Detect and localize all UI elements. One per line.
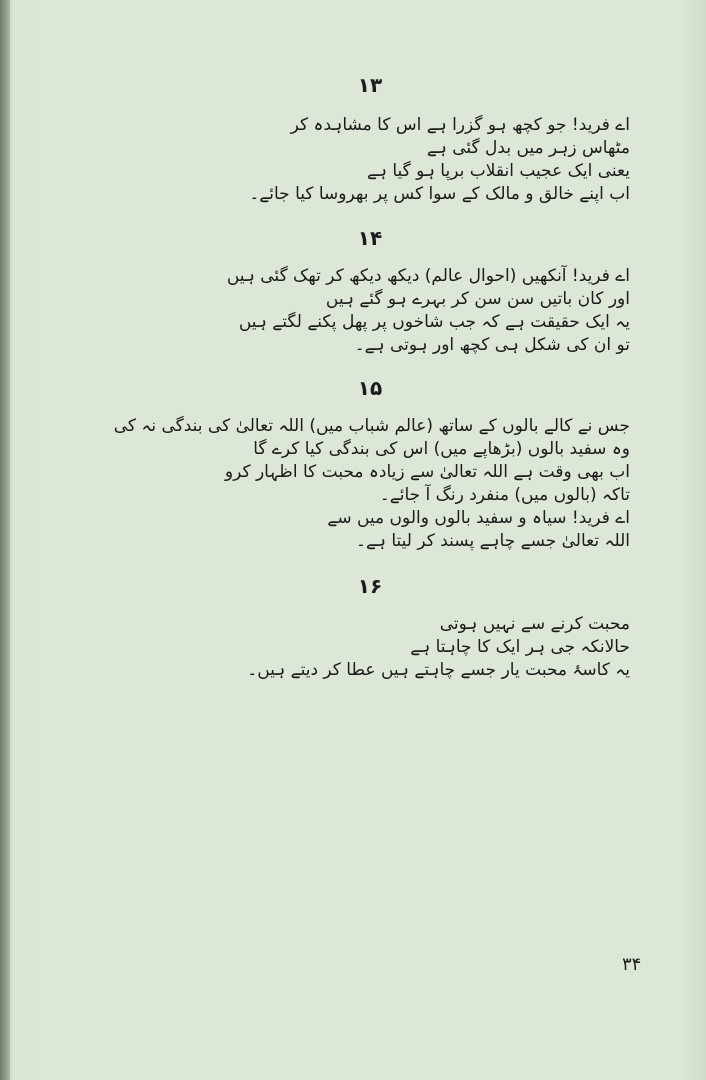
verse-line: اللہ تعالیٰ جسے چاہے پسند کر لیتا ہے۔ [356, 531, 630, 551]
verse-line: مٹھاس زہر میں بدل گئی ہے [426, 138, 630, 158]
verse-line: وہ سفید بالوں (بڑھاپے میں) اس کی بندگی کیا کرے گا [253, 439, 630, 459]
verse-line: تاکہ (بالوں میں) منفرد رنگ آ جائے۔ [379, 485, 630, 505]
verse-line: تو ان کی شکل ہی کچھ اور ہوتی ہے۔ [354, 335, 630, 355]
verse-line: اے فرید! سیاہ و سفید بالوں والوں میں سے [327, 508, 630, 528]
verse-line: محبت کرنے سے نہیں ہوتی [439, 614, 630, 634]
section-number: ۱۵ [357, 376, 383, 400]
verse-line: حالانکہ جی ہر ایک کا چاہتا ہے [410, 637, 630, 657]
page-binding-edge [0, 0, 10, 1080]
section-14 [110, 223, 630, 357]
verse-line: اب بھی وقت ہے اللہ تعالیٰ سے زیادہ محبت کا اظہار کرو [224, 462, 630, 482]
section-15 [110, 373, 630, 553]
verse-line: یعنی ایک عجیب انقلاب برپا ہو گیا ہے [367, 161, 630, 181]
poem-content [110, 70, 630, 682]
verse-line: یہ ایک حقیقت ہے کہ جب شاخوں پر پھل پکنے لگتے ہیں [238, 312, 630, 332]
section-16 [110, 571, 630, 682]
verse-line: اور کان باتیں سن سن کر بہرے ہو گئے ہیں [325, 289, 630, 309]
verse-line: جس نے کالے بالوں کے ساتھ (عالم شباب میں) اللہ تعالیٰ کی بندگی نہ کی [113, 416, 630, 436]
verse-line: اے فرید! جو کچھ ہو گزرا ہے اس کا مشاہدہ کر [290, 115, 630, 135]
section-13 [110, 70, 630, 206]
section-number: ۱۳ [357, 73, 383, 97]
verse-line: اے فرید! آنکھیں (احوال عالم) دیکھ دیکھ کر تھک گئی ہیں [226, 266, 630, 286]
section-number: ۱۶ [357, 574, 383, 598]
verse-line: اب اپنے خالق و مالک کے سوا کس پر بھروسا کیا جائے۔ [249, 184, 630, 204]
section-number: ۱۴ [357, 226, 383, 250]
verse-line: یہ کاسۂ محبت یار جسے چاہتے ہیں عطا کر دیتے ہیں۔ [247, 660, 630, 680]
page-number: ۳۴ [622, 954, 642, 975]
